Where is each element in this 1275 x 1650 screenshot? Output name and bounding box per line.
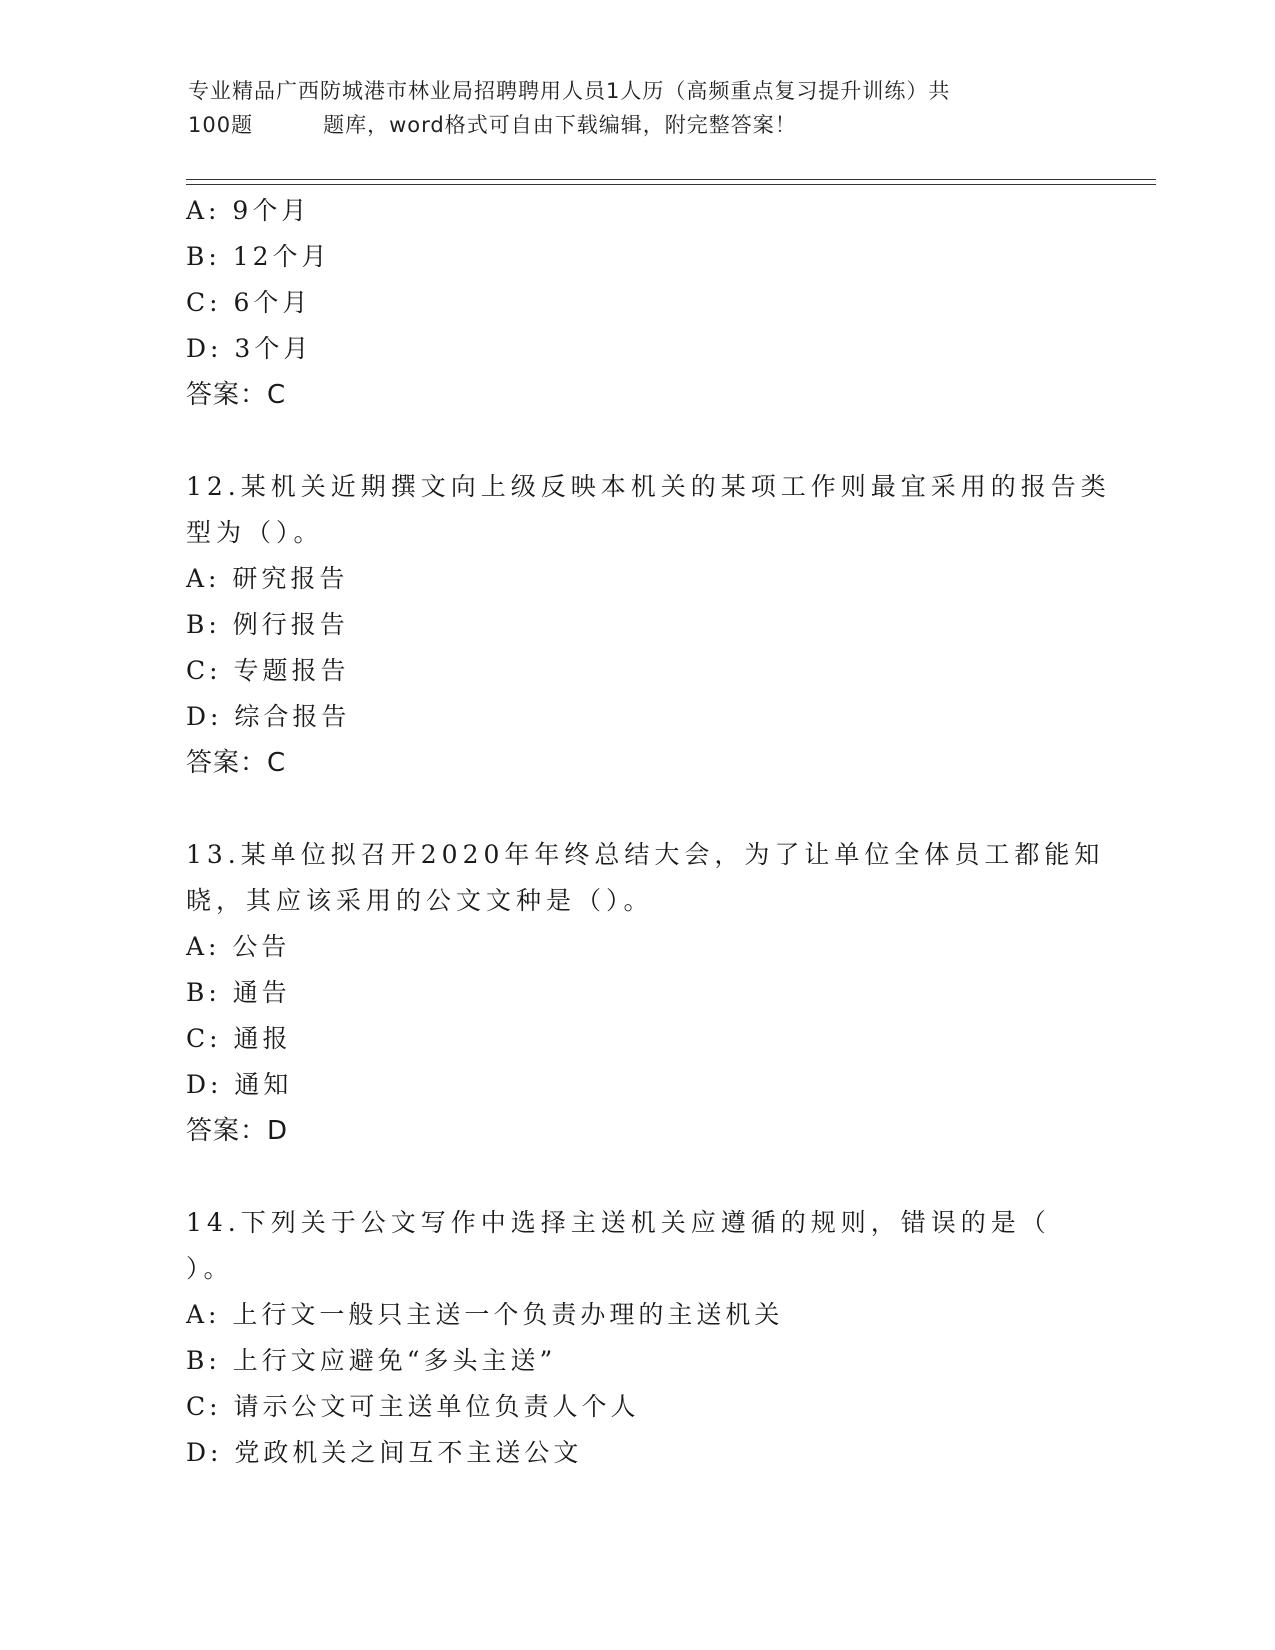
option-d: D: 综合报告 — [186, 702, 351, 731]
header-title-line2 — [188, 108, 1068, 142]
answer-line: 答案：C — [186, 380, 287, 410]
question-spacer — [186, 1154, 1086, 1200]
question-stem-line1: 13.某单位拟召开2020年年终总结大会，为了让单位全体员工都能知 — [186, 840, 1105, 869]
document-header — [188, 74, 1068, 142]
answer-line: 答案：D — [186, 1116, 289, 1146]
option-a: A: 公告 — [186, 932, 291, 961]
option-b: B: 例行报告 — [186, 610, 349, 639]
header-title-line1: 专业精品广西防城港市林业局招聘聘用人员1人历（高频重点复习提升训练）共 — [188, 79, 951, 103]
option-d: D: 通知 — [186, 1070, 293, 1099]
option-c: C: 请示公文可主送单位负责人个人 — [186, 1392, 640, 1421]
question-spacer — [186, 418, 1086, 464]
question-13 — [186, 832, 1105, 1154]
question-12 — [186, 464, 1111, 786]
option-c: C: 专题报告 — [186, 656, 350, 685]
option-a: A: 上行文一般只主送一个负责办理的主送机关 — [186, 1300, 784, 1329]
question-stem-line1: 14.下列关于公文写作中选择主送机关应遵循的规则，错误的是（ — [186, 1208, 1051, 1237]
header-question-count: 100题 — [188, 113, 254, 137]
question-stem-line2: 型为（）。 — [186, 518, 324, 547]
option-c: C: 6个月 — [186, 288, 312, 317]
question-list — [186, 188, 1111, 1476]
answer-line: 答案：C — [186, 748, 287, 778]
question-14 — [186, 1200, 1086, 1476]
header-divider-bottom — [186, 184, 1156, 185]
option-a: A: 研究报告 — [186, 564, 349, 593]
option-b: B: 上行文应避免“多头主送” — [186, 1346, 557, 1375]
question-stem-line1: 12.某机关近期撰文向上级反映本机关的某项工作则最宜采用的报告类 — [186, 472, 1111, 501]
option-d: D: 党政机关之间互不主送公文 — [186, 1438, 583, 1467]
option-b: B: 12个月 — [186, 242, 331, 271]
question-spacer — [186, 786, 1086, 832]
option-d: D: 3个月 — [186, 334, 313, 363]
question-stem-line2: ）。 — [186, 1254, 234, 1283]
header-description: 题库，word格式可自由下载编辑，附完整答案！ — [323, 113, 797, 137]
question-11 — [186, 188, 1086, 418]
option-a: A: 9个月 — [186, 196, 311, 225]
option-c: C: 通报 — [186, 1024, 292, 1053]
option-b: B: 通告 — [186, 978, 291, 1007]
header-divider-top — [186, 179, 1156, 180]
question-stem-line2: 晓，其应该采用的公文文种是（）。 — [186, 886, 654, 915]
